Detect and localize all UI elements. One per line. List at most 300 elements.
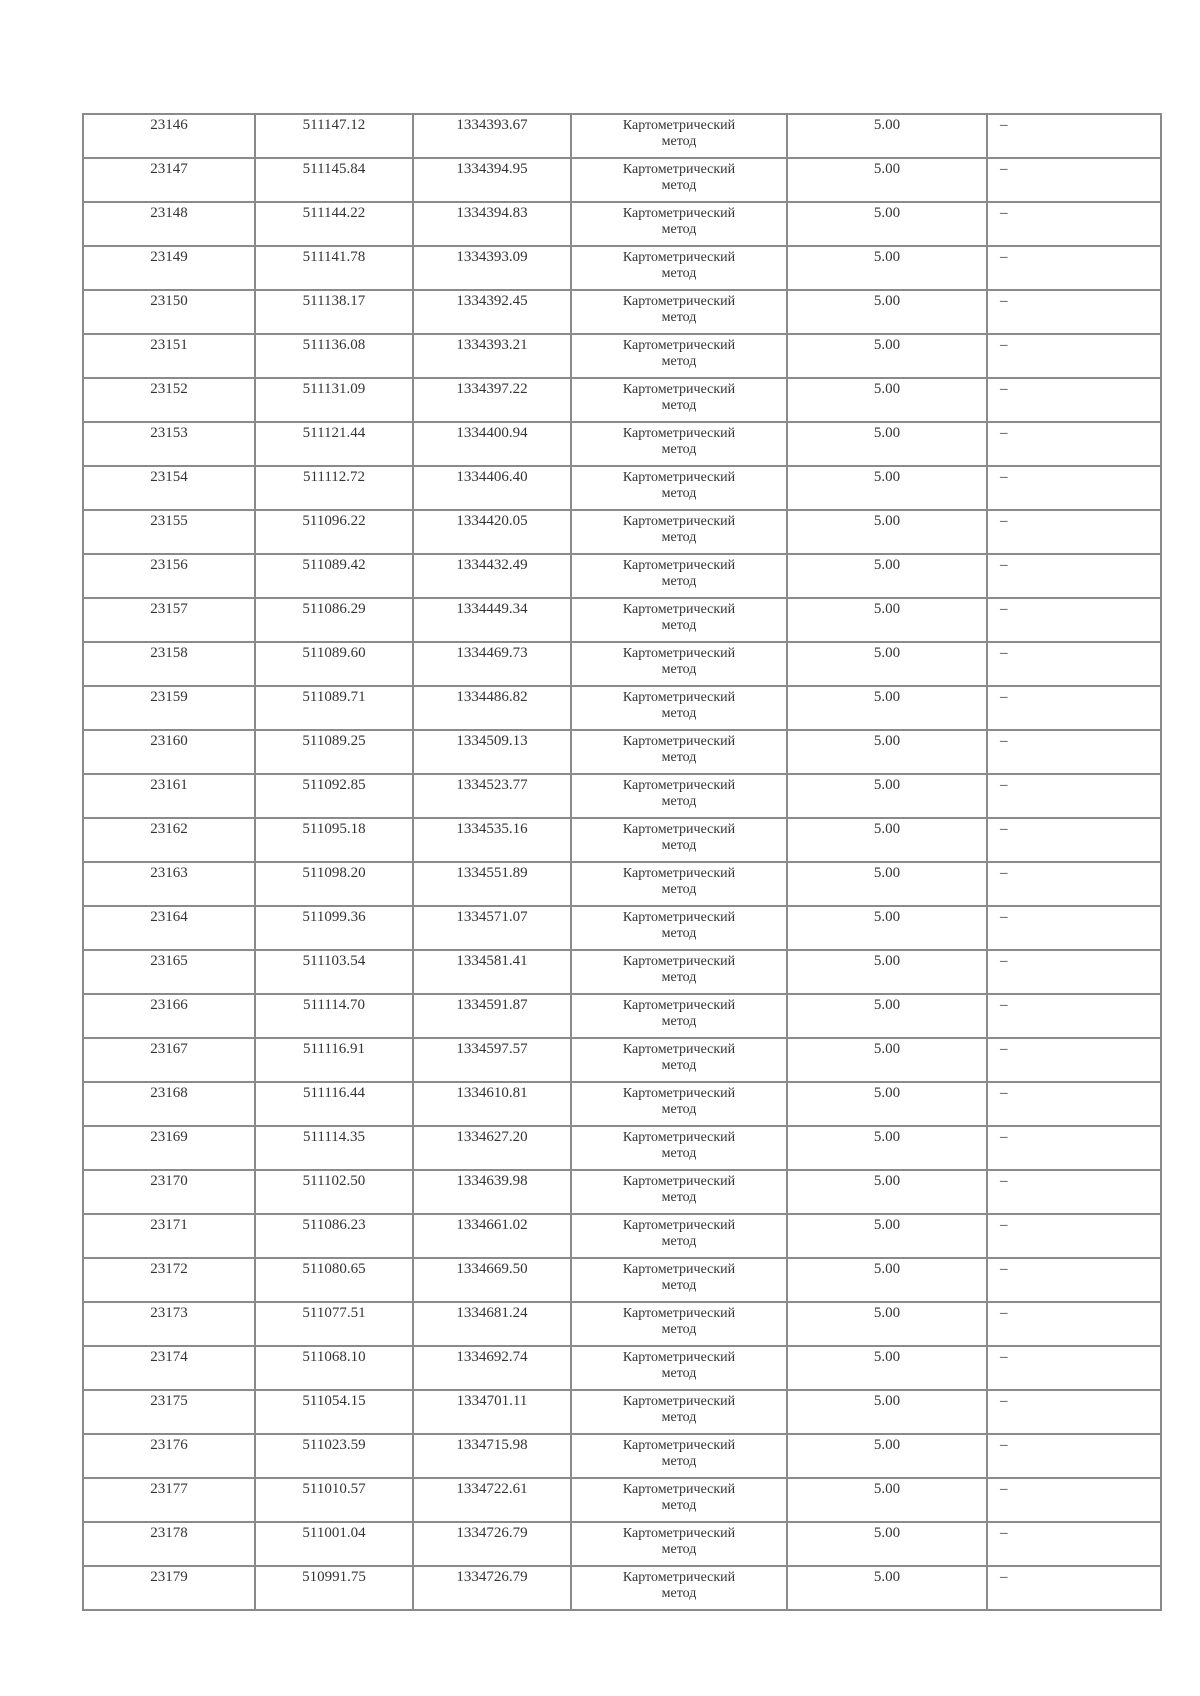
method-cell [571, 730, 787, 774]
x-coordinate-cell: 511086.29 [255, 598, 413, 642]
point-number-cell: 23174 [83, 1346, 255, 1390]
point-number-cell: 23159 [83, 686, 255, 730]
x-coordinate-cell: 511089.25 [255, 730, 413, 774]
point-number-cell: 23154 [83, 466, 255, 510]
x-coordinate-cell: 511095.18 [255, 818, 413, 862]
table-row [83, 1170, 1161, 1214]
table-row [83, 246, 1161, 290]
method-cell [571, 1478, 787, 1522]
accuracy-cell: 5.00 [787, 1522, 987, 1566]
method-cell [571, 906, 787, 950]
method-cell [571, 1170, 787, 1214]
table-row [83, 1214, 1161, 1258]
table-row [83, 202, 1161, 246]
description-cell: – [987, 158, 1161, 202]
x-coordinate-cell: 511001.04 [255, 1522, 413, 1566]
accuracy-cell: 5.00 [787, 1478, 987, 1522]
y-coordinate-cell: 1334486.82 [413, 686, 571, 730]
description-cell: – [987, 510, 1161, 554]
method-line-1: Картометрический [622, 382, 736, 397]
point-number-cell: 23148 [83, 202, 255, 246]
table-row [83, 422, 1161, 466]
method-line-1: Картометрический [622, 1394, 736, 1409]
description-cell: – [987, 1566, 1161, 1610]
point-number-cell: 23170 [83, 1170, 255, 1214]
table-row [83, 1390, 1161, 1434]
method-line-2: метод [661, 794, 697, 809]
table-row [83, 1038, 1161, 1082]
description-cell: – [987, 1302, 1161, 1346]
y-coordinate-cell: 1334726.79 [413, 1522, 571, 1566]
table-row [83, 950, 1161, 994]
y-coordinate-cell: 1334591.87 [413, 994, 571, 1038]
method-line-2: метод [661, 398, 697, 413]
x-coordinate-cell: 511086.23 [255, 1214, 413, 1258]
method-line-1: Картометрический [622, 118, 736, 133]
point-number-cell: 23146 [83, 114, 255, 158]
method-line-1: Картометрический [622, 998, 736, 1013]
x-coordinate-cell: 511099.36 [255, 906, 413, 950]
x-coordinate-cell: 511089.71 [255, 686, 413, 730]
method-line-2: метод [661, 310, 697, 325]
description-cell: – [987, 1170, 1161, 1214]
method-line-1: Картометрический [622, 338, 736, 353]
method-line-1: Картометрический [622, 1218, 736, 1233]
accuracy-cell: 5.00 [787, 1214, 987, 1258]
point-number-cell: 23171 [83, 1214, 255, 1258]
x-coordinate-cell: 511141.78 [255, 246, 413, 290]
description-cell: – [987, 906, 1161, 950]
y-coordinate-cell: 1334393.67 [413, 114, 571, 158]
method-line-2: метод [661, 926, 697, 941]
method-line-2: метод [661, 574, 697, 589]
point-number-cell: 23155 [83, 510, 255, 554]
point-number-cell: 23153 [83, 422, 255, 466]
method-cell [571, 950, 787, 994]
description-cell: – [987, 774, 1161, 818]
y-coordinate-cell: 1334432.49 [413, 554, 571, 598]
table-row [83, 1302, 1161, 1346]
point-number-cell: 23151 [83, 334, 255, 378]
method-line-1: Картометрический [622, 426, 736, 441]
point-number-cell: 23175 [83, 1390, 255, 1434]
point-number-cell: 23157 [83, 598, 255, 642]
table-row [83, 862, 1161, 906]
method-line-1: Картометрический [622, 910, 736, 925]
x-coordinate-cell: 511144.22 [255, 202, 413, 246]
coordinates-table [82, 113, 1162, 1611]
method-line-1: Картометрический [622, 1042, 736, 1057]
table-row [83, 510, 1161, 554]
method-cell [571, 598, 787, 642]
method-cell [571, 202, 787, 246]
method-cell [571, 1434, 787, 1478]
table-row [83, 1258, 1161, 1302]
y-coordinate-cell: 1334394.83 [413, 202, 571, 246]
method-cell [571, 1082, 787, 1126]
y-coordinate-cell: 1334397.22 [413, 378, 571, 422]
y-coordinate-cell: 1334420.05 [413, 510, 571, 554]
method-cell [571, 1214, 787, 1258]
x-coordinate-cell: 511077.51 [255, 1302, 413, 1346]
accuracy-cell: 5.00 [787, 862, 987, 906]
x-coordinate-cell: 511054.15 [255, 1390, 413, 1434]
method-line-2: метод [661, 1102, 697, 1117]
description-cell: – [987, 466, 1161, 510]
method-line-2: метод [661, 706, 697, 721]
description-cell: – [987, 1390, 1161, 1434]
method-line-1: Картометрический [622, 1438, 736, 1453]
x-coordinate-cell: 511121.44 [255, 422, 413, 466]
y-coordinate-cell: 1334639.98 [413, 1170, 571, 1214]
x-coordinate-cell: 511145.84 [255, 158, 413, 202]
y-coordinate-cell: 1334692.74 [413, 1346, 571, 1390]
accuracy-cell: 5.00 [787, 994, 987, 1038]
method-line-2: метод [661, 354, 697, 369]
method-line-2: метод [661, 1190, 697, 1205]
method-line-2: метод [661, 442, 697, 457]
accuracy-cell: 5.00 [787, 422, 987, 466]
table-row [83, 642, 1161, 686]
accuracy-cell: 5.00 [787, 950, 987, 994]
description-cell: – [987, 598, 1161, 642]
accuracy-cell: 5.00 [787, 1126, 987, 1170]
method-line-1: Картометрический [622, 690, 736, 705]
accuracy-cell: 5.00 [787, 730, 987, 774]
accuracy-cell: 5.00 [787, 1390, 987, 1434]
x-coordinate-cell: 511102.50 [255, 1170, 413, 1214]
x-coordinate-cell: 510991.75 [255, 1566, 413, 1610]
y-coordinate-cell: 1334627.20 [413, 1126, 571, 1170]
y-coordinate-cell: 1334669.50 [413, 1258, 571, 1302]
method-line-1: Картометрический [622, 954, 736, 969]
method-line-1: Картометрический [622, 778, 736, 793]
x-coordinate-cell: 511136.08 [255, 334, 413, 378]
table-row [83, 158, 1161, 202]
method-cell [571, 1126, 787, 1170]
point-number-cell: 23158 [83, 642, 255, 686]
y-coordinate-cell: 1334681.24 [413, 1302, 571, 1346]
table-row [83, 1522, 1161, 1566]
description-cell: – [987, 1258, 1161, 1302]
description-cell: – [987, 422, 1161, 466]
y-coordinate-cell: 1334392.45 [413, 290, 571, 334]
description-cell: – [987, 554, 1161, 598]
method-cell [571, 290, 787, 334]
method-cell [571, 1302, 787, 1346]
method-line-2: метод [661, 134, 697, 149]
x-coordinate-cell: 511114.35 [255, 1126, 413, 1170]
method-line-1: Картометрический [622, 1174, 736, 1189]
y-coordinate-cell: 1334597.57 [413, 1038, 571, 1082]
method-line-1: Картометрический [622, 1570, 736, 1585]
accuracy-cell: 5.00 [787, 1302, 987, 1346]
description-cell: – [987, 334, 1161, 378]
point-number-cell: 23150 [83, 290, 255, 334]
method-cell [571, 378, 787, 422]
method-cell [571, 334, 787, 378]
method-cell [571, 994, 787, 1038]
description-cell: – [987, 114, 1161, 158]
point-number-cell: 23165 [83, 950, 255, 994]
x-coordinate-cell: 511089.42 [255, 554, 413, 598]
accuracy-cell: 5.00 [787, 466, 987, 510]
method-cell [571, 774, 787, 818]
method-line-2: метод [661, 1542, 697, 1557]
description-cell: – [987, 246, 1161, 290]
y-coordinate-cell: 1334393.21 [413, 334, 571, 378]
table-row [83, 1346, 1161, 1390]
method-line-1: Картометрический [622, 1086, 736, 1101]
table-row [83, 598, 1161, 642]
point-number-cell: 23163 [83, 862, 255, 906]
accuracy-cell: 5.00 [787, 158, 987, 202]
table-row [83, 774, 1161, 818]
table-row [83, 1082, 1161, 1126]
method-cell [571, 1522, 787, 1566]
x-coordinate-cell: 511068.10 [255, 1346, 413, 1390]
description-cell: – [987, 1126, 1161, 1170]
description-cell: – [987, 950, 1161, 994]
method-line-2: метод [661, 838, 697, 853]
y-coordinate-cell: 1334406.40 [413, 466, 571, 510]
accuracy-cell: 5.00 [787, 510, 987, 554]
description-cell: – [987, 818, 1161, 862]
method-cell [571, 246, 787, 290]
method-cell [571, 510, 787, 554]
method-line-2: метод [661, 530, 697, 545]
method-cell [571, 554, 787, 598]
method-line-1: Картометрический [622, 1526, 736, 1541]
description-cell: – [987, 1478, 1161, 1522]
accuracy-cell: 5.00 [787, 1566, 987, 1610]
description-cell: – [987, 642, 1161, 686]
method-cell [571, 158, 787, 202]
table-row [83, 334, 1161, 378]
description-cell: – [987, 994, 1161, 1038]
description-cell: – [987, 1434, 1161, 1478]
method-line-2: метод [661, 618, 697, 633]
y-coordinate-cell: 1334610.81 [413, 1082, 571, 1126]
point-number-cell: 23147 [83, 158, 255, 202]
method-line-1: Картометрический [622, 470, 736, 485]
point-number-cell: 23164 [83, 906, 255, 950]
accuracy-cell: 5.00 [787, 114, 987, 158]
method-cell [571, 1038, 787, 1082]
method-cell [571, 1566, 787, 1610]
x-coordinate-cell: 511089.60 [255, 642, 413, 686]
y-coordinate-cell: 1334722.61 [413, 1478, 571, 1522]
y-coordinate-cell: 1334701.11 [413, 1390, 571, 1434]
method-line-2: метод [661, 882, 697, 897]
y-coordinate-cell: 1334509.13 [413, 730, 571, 774]
method-line-2: метод [661, 486, 697, 501]
method-line-1: Картометрический [622, 1130, 736, 1145]
y-coordinate-cell: 1334449.34 [413, 598, 571, 642]
table-row [83, 466, 1161, 510]
point-number-cell: 23178 [83, 1522, 255, 1566]
method-cell [571, 1346, 787, 1390]
description-cell: – [987, 1522, 1161, 1566]
method-line-1: Картометрический [622, 294, 736, 309]
table-row [83, 1434, 1161, 1478]
accuracy-cell: 5.00 [787, 1434, 987, 1478]
method-line-2: метод [661, 1322, 697, 1337]
accuracy-cell: 5.00 [787, 1038, 987, 1082]
method-line-2: метод [661, 1058, 697, 1073]
accuracy-cell: 5.00 [787, 202, 987, 246]
y-coordinate-cell: 1334715.98 [413, 1434, 571, 1478]
method-line-1: Картометрический [622, 162, 736, 177]
accuracy-cell: 5.00 [787, 1346, 987, 1390]
y-coordinate-cell: 1334393.09 [413, 246, 571, 290]
accuracy-cell: 5.00 [787, 378, 987, 422]
point-number-cell: 23172 [83, 1258, 255, 1302]
method-line-2: метод [661, 1410, 697, 1425]
method-cell [571, 114, 787, 158]
x-coordinate-cell: 511096.22 [255, 510, 413, 554]
accuracy-cell: 5.00 [787, 1258, 987, 1302]
accuracy-cell: 5.00 [787, 334, 987, 378]
accuracy-cell: 5.00 [787, 774, 987, 818]
method-line-1: Картометрический [622, 250, 736, 265]
point-number-cell: 23161 [83, 774, 255, 818]
point-number-cell: 23162 [83, 818, 255, 862]
accuracy-cell: 5.00 [787, 906, 987, 950]
x-coordinate-cell: 511023.59 [255, 1434, 413, 1478]
method-line-2: метод [661, 1278, 697, 1293]
description-cell: – [987, 862, 1161, 906]
point-number-cell: 23173 [83, 1302, 255, 1346]
y-coordinate-cell: 1334571.07 [413, 906, 571, 950]
y-coordinate-cell: 1334523.77 [413, 774, 571, 818]
point-number-cell: 23169 [83, 1126, 255, 1170]
method-cell [571, 422, 787, 466]
accuracy-cell: 5.00 [787, 598, 987, 642]
accuracy-cell: 5.00 [787, 818, 987, 862]
method-line-1: Картометрический [622, 822, 736, 837]
x-coordinate-cell: 511103.54 [255, 950, 413, 994]
accuracy-cell: 5.00 [787, 1170, 987, 1214]
method-line-1: Картометрический [622, 1350, 736, 1365]
accuracy-cell: 5.00 [787, 1082, 987, 1126]
x-coordinate-cell: 511114.70 [255, 994, 413, 1038]
method-line-2: метод [661, 1234, 697, 1249]
table-row [83, 554, 1161, 598]
method-line-2: метод [661, 1498, 697, 1513]
table-row [83, 114, 1161, 158]
y-coordinate-cell: 1334469.73 [413, 642, 571, 686]
method-line-1: Картометрический [622, 734, 736, 749]
y-coordinate-cell: 1334581.41 [413, 950, 571, 994]
method-line-1: Картометрический [622, 1262, 736, 1277]
description-cell: – [987, 378, 1161, 422]
y-coordinate-cell: 1334551.89 [413, 862, 571, 906]
table-row [83, 730, 1161, 774]
method-line-1: Картометрический [622, 514, 736, 529]
description-cell: – [987, 1082, 1161, 1126]
point-number-cell: 23156 [83, 554, 255, 598]
method-line-1: Картометрический [622, 602, 736, 617]
method-line-1: Картометрический [622, 558, 736, 573]
point-number-cell: 23168 [83, 1082, 255, 1126]
y-coordinate-cell: 1334535.16 [413, 818, 571, 862]
table-row [83, 1126, 1161, 1170]
method-cell [571, 862, 787, 906]
point-number-cell: 23167 [83, 1038, 255, 1082]
point-number-cell: 23176 [83, 1434, 255, 1478]
x-coordinate-cell: 511010.57 [255, 1478, 413, 1522]
accuracy-cell: 5.00 [787, 686, 987, 730]
x-coordinate-cell: 511116.44 [255, 1082, 413, 1126]
method-cell [571, 642, 787, 686]
method-cell [571, 1390, 787, 1434]
accuracy-cell: 5.00 [787, 290, 987, 334]
method-line-1: Картометрический [622, 1482, 736, 1497]
x-coordinate-cell: 511080.65 [255, 1258, 413, 1302]
accuracy-cell: 5.00 [787, 642, 987, 686]
x-coordinate-cell: 511138.17 [255, 290, 413, 334]
method-line-2: метод [661, 178, 697, 193]
x-coordinate-cell: 511112.72 [255, 466, 413, 510]
x-coordinate-cell: 511131.09 [255, 378, 413, 422]
table-row [83, 686, 1161, 730]
method-line-1: Картометрический [622, 646, 736, 661]
y-coordinate-cell: 1334400.94 [413, 422, 571, 466]
method-line-2: метод [661, 222, 697, 237]
y-coordinate-cell: 1334394.95 [413, 158, 571, 202]
method-line-2: метод [661, 662, 697, 677]
method-line-1: Картометрический [622, 206, 736, 221]
accuracy-cell: 5.00 [787, 554, 987, 598]
point-number-cell: 23179 [83, 1566, 255, 1610]
point-number-cell: 23166 [83, 994, 255, 1038]
point-number-cell: 23152 [83, 378, 255, 422]
method-line-2: метод [661, 1014, 697, 1029]
method-line-2: метод [661, 750, 697, 765]
description-cell: – [987, 1346, 1161, 1390]
accuracy-cell: 5.00 [787, 246, 987, 290]
method-cell [571, 686, 787, 730]
table-row [83, 290, 1161, 334]
point-number-cell: 23149 [83, 246, 255, 290]
point-number-cell: 23177 [83, 1478, 255, 1522]
method-line-1: Картометрический [622, 866, 736, 881]
description-cell: – [987, 730, 1161, 774]
method-line-2: метод [661, 1454, 697, 1469]
description-cell: – [987, 686, 1161, 730]
coordinates-table-body [83, 114, 1161, 1610]
method-line-2: метод [661, 970, 697, 985]
method-cell [571, 1258, 787, 1302]
description-cell: – [987, 1038, 1161, 1082]
method-line-2: метод [661, 266, 697, 281]
point-number-cell: 23160 [83, 730, 255, 774]
x-coordinate-cell: 511116.91 [255, 1038, 413, 1082]
table-row [83, 378, 1161, 422]
table-row [83, 1478, 1161, 1522]
y-coordinate-cell: 1334726.79 [413, 1566, 571, 1610]
x-coordinate-cell: 511147.12 [255, 114, 413, 158]
method-cell [571, 818, 787, 862]
description-cell: – [987, 202, 1161, 246]
method-line-1: Картометрический [622, 1306, 736, 1321]
table-row [83, 1566, 1161, 1610]
method-line-2: метод [661, 1146, 697, 1161]
table-row [83, 994, 1161, 1038]
x-coordinate-cell: 511092.85 [255, 774, 413, 818]
table-row [83, 906, 1161, 950]
